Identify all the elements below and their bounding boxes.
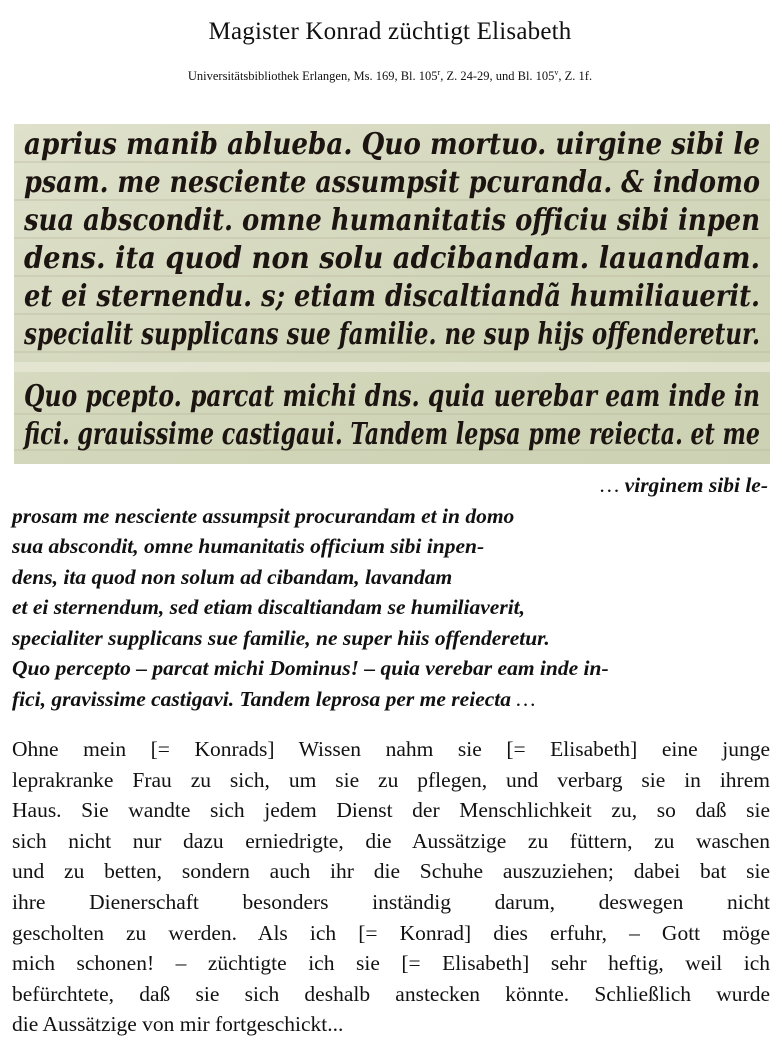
manuscript-line: specialit supplicans sue familie. ne sup hijs offenderetur. [23, 317, 761, 352]
source-sup-verso: v [554, 68, 559, 77]
latin-line [12, 470, 768, 501]
german-line: mich schonen! – züchtigte ich sie [= Elisabeth] sehr heftig, weil ich [12, 951, 770, 976]
source-sup-recto: r [437, 68, 441, 77]
german-line: Ohne mein [= Konrads] Wissen nahm sie [= Elisabeth] eine junge [12, 737, 770, 761]
manuscript-line: psam. me nesciente assumpsit pcuranda. & indomo [24, 165, 760, 200]
german-translation [12, 734, 770, 1040]
german-line: sich nicht nur dazu erniedrigte, die Aussätzige zu füttern, zu waschen [12, 828, 770, 853]
source-middle: , Z. 24-29, und Bl. 105 [440, 69, 555, 84]
latin-line-text: fici, gravissime castigavi. Tandem leprosa per me reiecta [12, 686, 512, 711]
manuscript-line: Quo pcepto. parcat michi dns. quia uerebar eam inde in [24, 379, 760, 414]
latin-line: dens, ita quod non solum ad cibandam, lavandam [12, 564, 453, 589]
latin-line: sua abscondit, omne humanitatis officium sibi inpen- [12, 534, 485, 558]
manuscript-line: sua abscondit. omne humanitatis officiu sibi inpen [23, 203, 760, 238]
german-line: befürchtete, daß sie sich deshalb anstecken könnte. Schließlich wurde [12, 981, 770, 1006]
german-line: und zu betten, sondern auch ihr die Schuhe auszuziehen; dabei bat sie [12, 859, 770, 884]
latin-ellipsis-start: … [600, 473, 625, 497]
german-line: gescholten zu werden. Als ich [= Konrad] dies erfuhr, – Gott möge [12, 920, 770, 945]
german-line: die Aussätzige von mir fortgeschickt... [12, 1012, 344, 1037]
manuscript-line: aprius manib ablueba. Quo mortuo. uirgine sibi le [24, 127, 760, 162]
latin-ellipsis-end: … [511, 686, 536, 711]
latin-line: prosam me nesciente assumpsit procurandam et in domo [12, 503, 515, 528]
manuscript-line: et ei sternendu. s; etiam discaltiandã humiliauerit. [24, 279, 760, 314]
german-line: Haus. Sie wandte sich jedem Dienst der Menschlichkeit zu, so daß sie [12, 798, 770, 823]
manuscript-image [14, 124, 770, 464]
german-line: ihre Dienerschaft besonders inständig darum, deswegen nicht [12, 889, 770, 914]
latin-line: specialiter supplicans sue familie, ne super hiis offenderetur. [12, 625, 550, 650]
page-title: Magister Konrad züchtigt Elisabeth [208, 18, 572, 45]
manuscript-line: fici. grauissime castigaui. Tandem lepsa pme reiecta. et me [22, 417, 760, 452]
latin-line: Quo percepto – parcat michi Dominus! – quia verebar eam inde in- [12, 656, 609, 680]
german-line: leprakranke Frau zu sich, um sie zu pflegen, und verbarg sie in ihrem [12, 767, 770, 792]
latin-line [12, 684, 768, 715]
latin-transcription [12, 470, 768, 714]
latin-line: et ei sternendum, sed etiam discaltiandam se humiliaverit, [12, 595, 526, 619]
latin-line-text: virginem sibi le- [624, 473, 768, 497]
source-citation [0, 68, 780, 84]
manuscript-line: dens. ita quod non solu adcibandam. lauandam. [24, 241, 760, 276]
source-prefix: Universitätsbibliothek Erlangen, Ms. 169, Bl. 105 [187, 69, 438, 84]
source-suffix: , Z. 1f. [558, 69, 593, 84]
